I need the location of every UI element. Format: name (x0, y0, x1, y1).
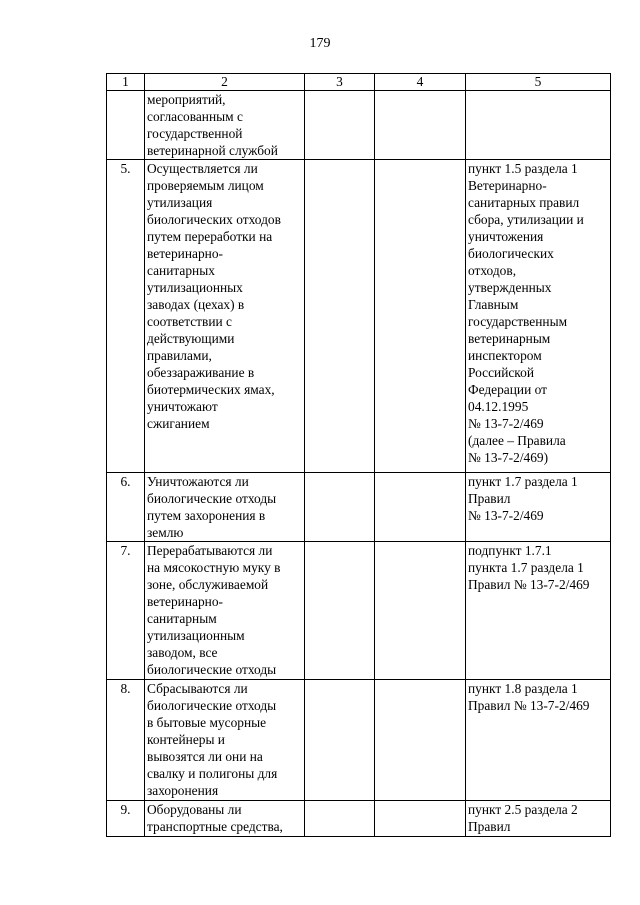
row-reference: пункт 1.7 раздела 1 Правил № 13-7-2/469 (466, 473, 611, 542)
header-col-2: 2 (145, 74, 305, 91)
table-header-row (107, 74, 611, 91)
row-question: Перерабатываются ли на мясокостную муку в зоне, обслуживаемой ветеринарно- санитарным утилизационным заводом, все биологические отходы (145, 542, 305, 680)
row-col-4 (375, 801, 466, 837)
table-row (107, 680, 611, 801)
row-col-3 (305, 91, 375, 160)
row-number: 8. (107, 680, 145, 801)
row-question: Оборудованы ли транспортные средства, (145, 801, 305, 837)
row-number: 7. (107, 542, 145, 680)
row-reference: подпункт 1.7.1 пункта 1.7 раздела 1 Правил № 13-7-2/469 (466, 542, 611, 680)
row-question: Сбрасываются ли биологические отходы в бытовые мусорные контейнеры и вывозятся ли они на свалку и полигоны для захоронения (145, 680, 305, 801)
row-question: мероприятий, согласованным с государственной ветеринарной службой (145, 91, 305, 160)
row-number: 9. (107, 801, 145, 837)
header-col-5: 5 (466, 74, 611, 91)
row-col-3 (305, 680, 375, 801)
row-number (107, 91, 145, 160)
row-reference: пункт 1.5 раздела 1 Ветеринарно- санитарных правил сбора, утилизации и уничтожения биологических отходов, утвержденных Главным государственным ветеринарным инспектором Российской Федерации от 04.12.1995 № 13-7-2/469 (далее – Правила № 13-7-2/469) (466, 160, 611, 473)
row-question: Уничтожаются ли биологические отходы путем захоронения в землю (145, 473, 305, 542)
row-col-4 (375, 542, 466, 680)
row-number: 5. (107, 160, 145, 473)
header-col-3: 3 (305, 74, 375, 91)
row-col-4 (375, 91, 466, 160)
table-row (107, 473, 611, 542)
row-col-3 (305, 473, 375, 542)
table-row (107, 160, 611, 473)
row-col-4 (375, 473, 466, 542)
row-number: 6. (107, 473, 145, 542)
row-reference (466, 91, 611, 160)
row-col-4 (375, 680, 466, 801)
header-col-4: 4 (375, 74, 466, 91)
row-col-3 (305, 160, 375, 473)
row-col-3 (305, 542, 375, 680)
table-row (107, 542, 611, 680)
page-number: 179 (309, 36, 331, 51)
row-reference: пункт 1.8 раздела 1 Правил № 13-7-2/469 (466, 680, 611, 801)
row-question: Осуществляется ли проверяемым лицом утилизация биологических отходов путем переработки на ветеринарно- санитарных утилизационных заводах (цехах) в соответствии с действующими правилами, обеззараживание в биотермических ямах, уничтожают сжиганием (145, 160, 305, 473)
table-row (107, 91, 611, 160)
header-col-1: 1 (107, 74, 145, 91)
table-row (107, 801, 611, 837)
row-reference: пункт 2.5 раздела 2 Правил (466, 801, 611, 837)
row-col-4 (375, 160, 466, 473)
row-col-3 (305, 801, 375, 837)
checklist-table (106, 73, 611, 837)
